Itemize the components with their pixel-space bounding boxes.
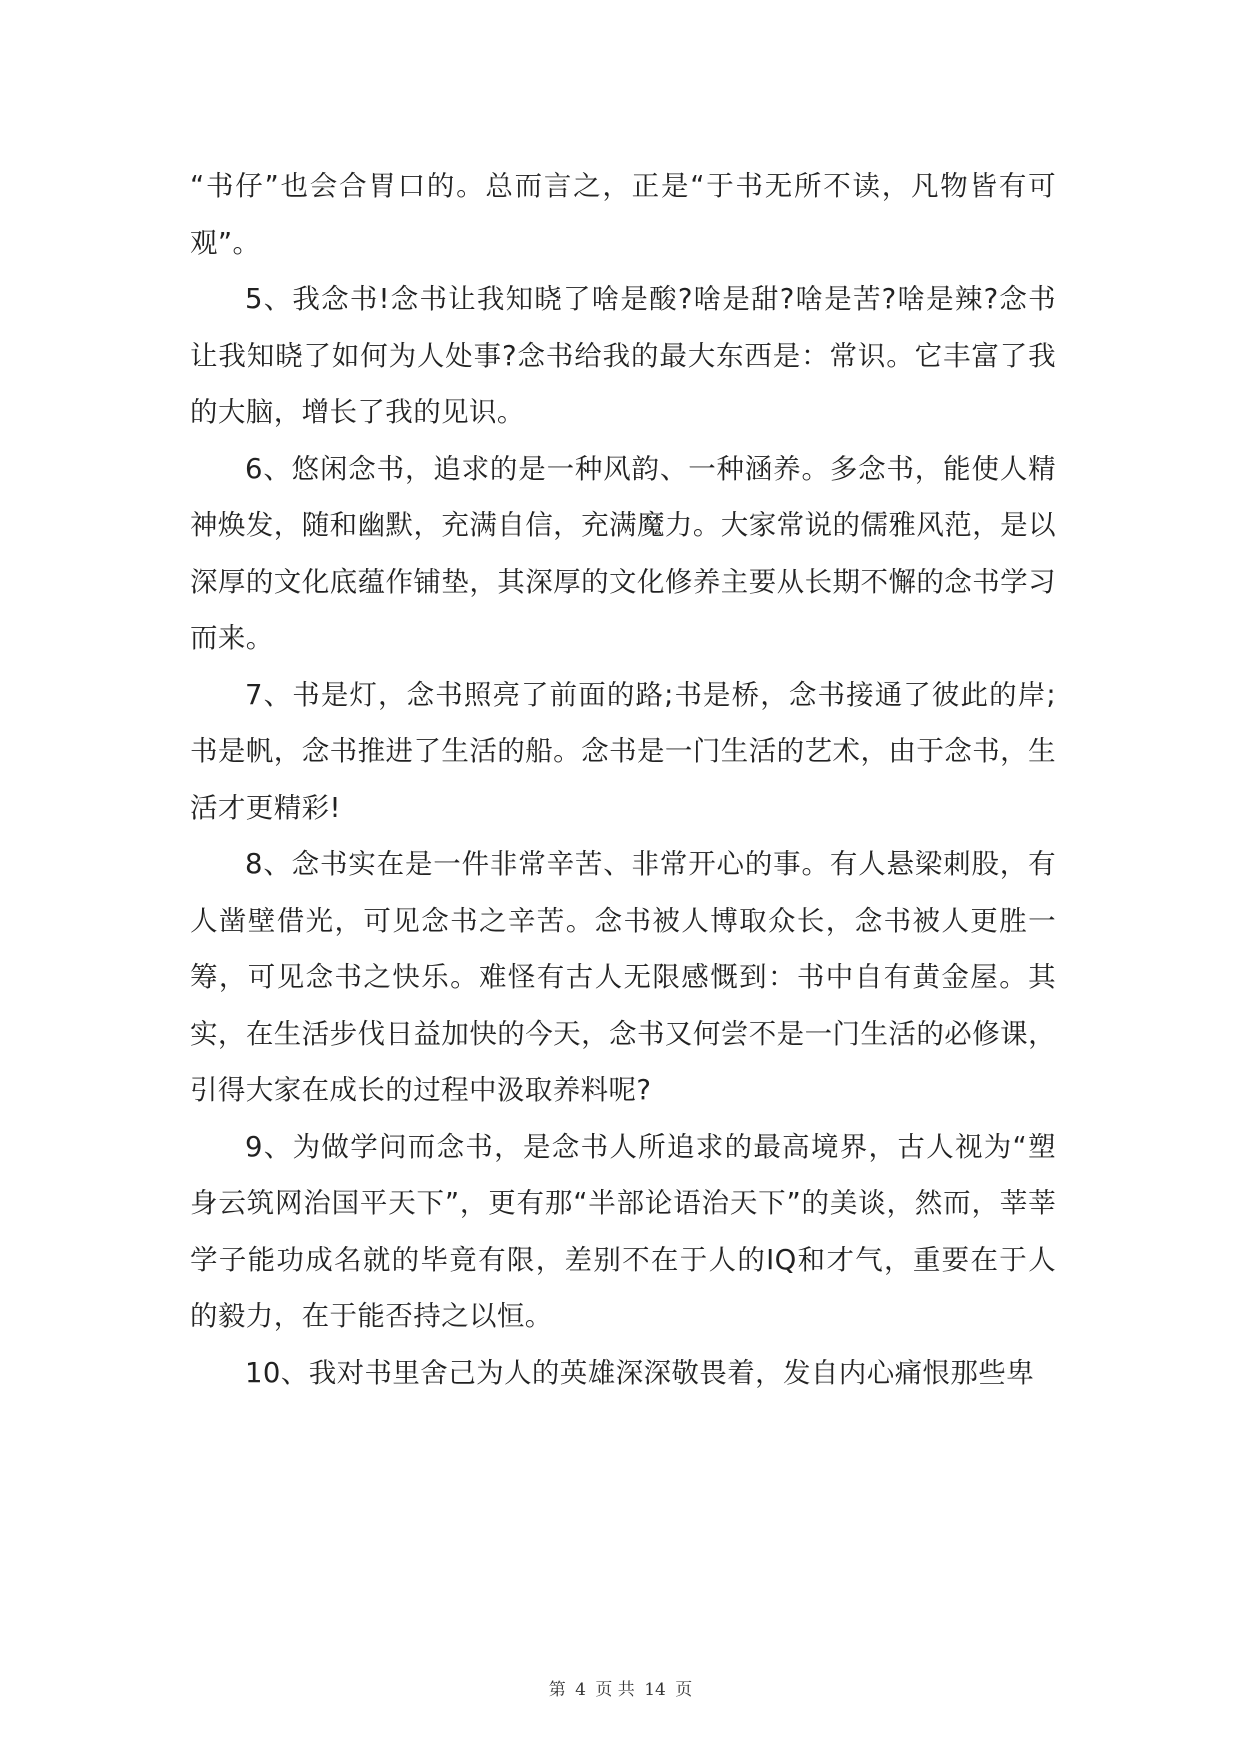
paragraph-5: 5、我念书!念书让我知晓了啥是酸?啥是甜?啥是苦?啥是辣?念书让我知晓了如何为人处事?念书给我的最大东西是：常识。它丰富了我的大脑，增长了我的见识。 — [190, 283, 1056, 428]
footer-suffix: 页 — [675, 1680, 693, 1700]
paragraph-7: 7、书是灯，念书照亮了前面的路;书是桥，念书接通了彼此的岸;书是帆，念书推进了生活的船。念书是一门生活的艺术，由于念书，生活才更精彩! — [190, 678, 1056, 824]
page-footer — [0, 1675, 1241, 1700]
document-body — [190, 158, 1056, 1401]
footer-prefix: 第 — [548, 1680, 566, 1700]
footer-current-page: 4 — [575, 1680, 586, 1700]
paragraph-6: 6、悠闲念书，追求的是一种风韵、一种涵养。多念书，能使人精神焕发，随和幽默，充满自信，充满魔力。大家常说的儒雅风范，是以深厚的文化底蕴作铺垫，其深厚的文化修养主要从长期不懈的念书学习而来。 — [190, 452, 1056, 654]
paragraph-continuation: “书仔”也会合胃口的。总而言之，正是“于书无所不读，凡物皆有可观”。 — [190, 170, 1056, 259]
footer-middle: 页 共 — [595, 1680, 635, 1700]
paragraph-8: 8、念书实在是一件非常辛苦、非常开心的事。有人悬梁刺股，有人凿壁借光，可见念书之辛苦。念书被人博取众长，念书被人更胜一筹，可见念书之快乐。难怪有古人无限感慨到：书中自有黄金屋。其实，在生活步伐日益加快的今天，念书又何尝不是一门生活的必修课，引得大家在成长的过程中汲取养料呢? — [190, 848, 1056, 1106]
paragraph-10: 10、我对书里舍己为人的英雄深深敬畏着，发自内心痛恨那些卑 — [245, 1356, 1035, 1389]
footer-total-pages: 14 — [644, 1680, 666, 1700]
paragraph-9: 9、为做学问而念书，是念书人所追求的最高境界，古人视为“塑身云筑网治国平天下”，更有那“半部论语治天下”的美谈，然而，莘莘学子能功成名就的毕竟有限，差别不在于人的IQ和才气，重要在于人的毅力，在于能否持之以恒。 — [190, 1130, 1056, 1332]
